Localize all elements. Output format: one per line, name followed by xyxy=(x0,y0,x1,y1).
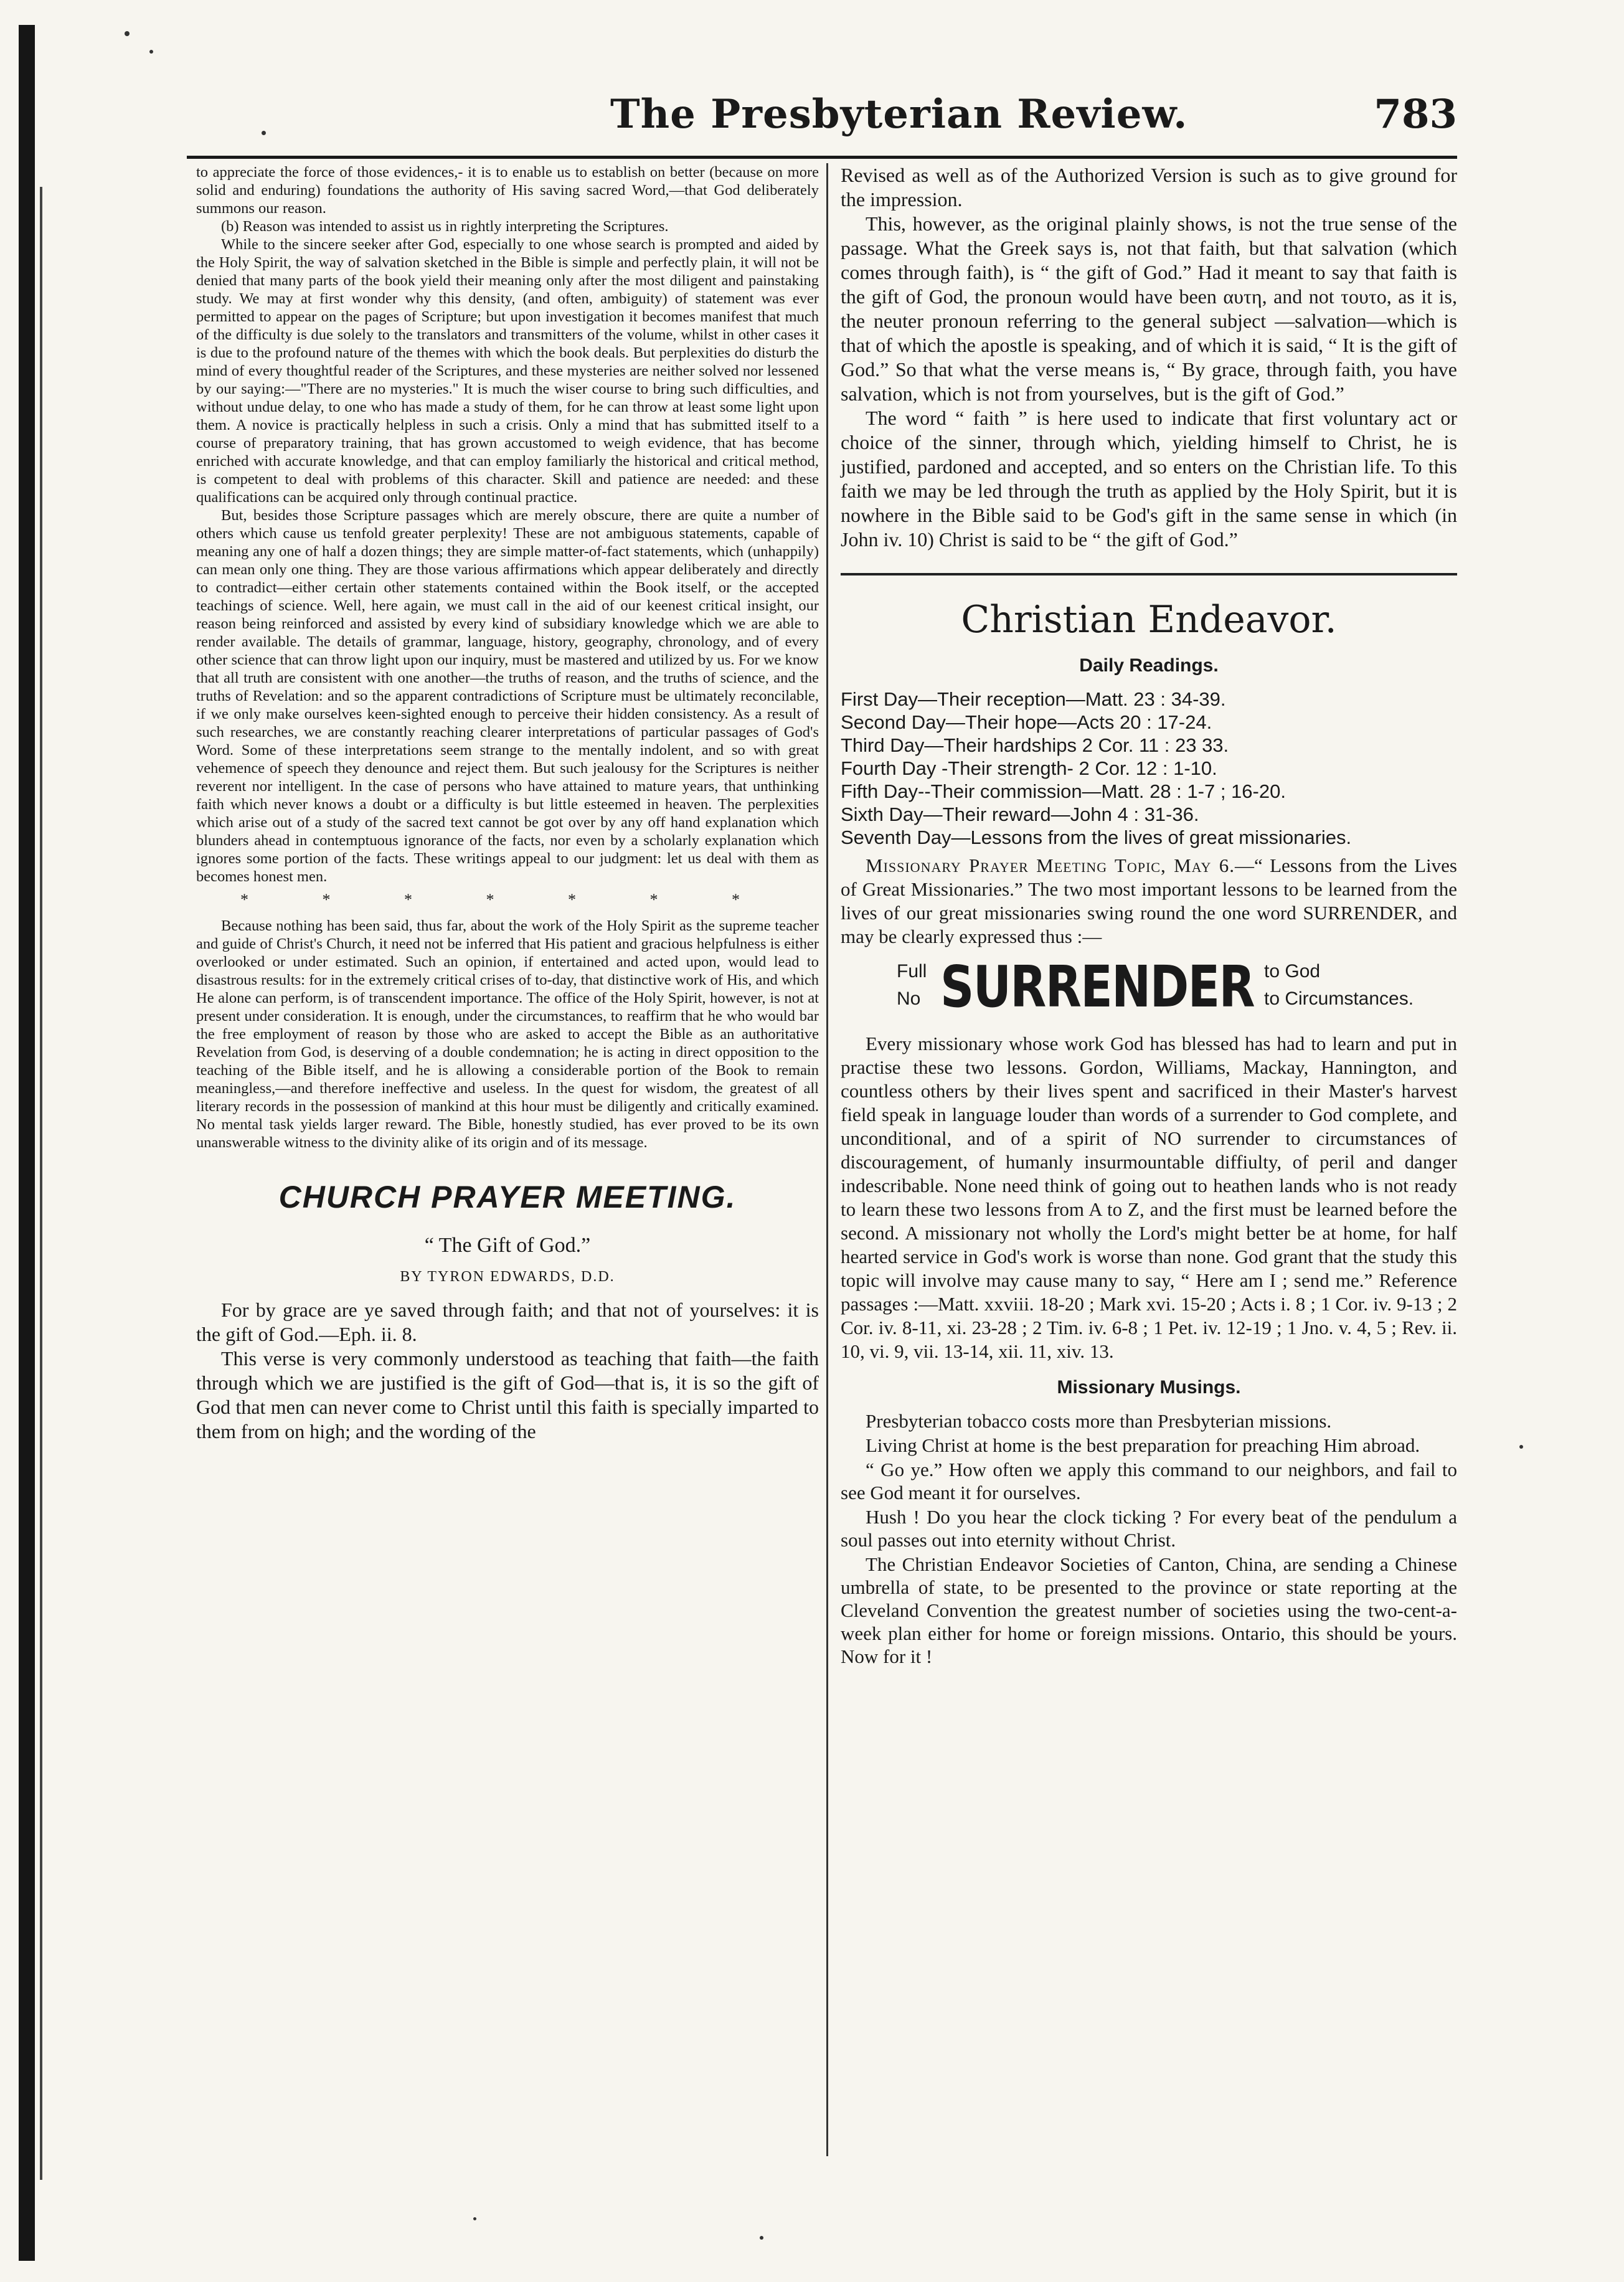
missionary-musings-heading: Missionary Musings. xyxy=(1057,1377,1241,1398)
paragraph: While to the sincere seeker after God, especially to one whose search is prompted and aided by the Holy Spirit, the way of salvation sketched in the Bible is simple and perfectly plain, it will not be denied that many parts of the book yield their meaning only after the most diligent and painstaking study. We may at first wonder why this density, (and often, ambiguity) of statement was ever permitted to appear on the pages of Scripture; but upon investigation it becomes manifest that much of the difficulty is due solely to the translators and transmitters of the volume, whilst in other cases it is due to the profound nature of the themes with which the book deals. But perplexities do disturb the mind of every thoughtful reader of the Scriptures, and these mysteries are neither solved nor lessened by our saying:—"There are no mysteries." It is much the wiser course to bring such difficulties, and without undue delay, to one who has made a study of them, for he can throw at least some light upon them. A novice is practically helpless in such a crisis. Only a mind that has submitted itself to a course of preparatory training, that has grown accustomed to weigh evidence, that has become enriched with accurate knowledge, and that can employ familiarly the historical and critical method, is competent to deal with problems of this character. Skill and patience are needed: and these qualifications can be acquired only through continual practice. xyxy=(196,236,819,506)
paragraph: Because nothing has been said, thus far, about the work of the Holy Spirit as the supreme teacher and guide of Christ's Church, it need not be inferred that His patient and gracious helpfulness is either overlooked or under estimated. Such an opinion, if entertained and acted upon, would lead to disastrous results: for in the extremely critical crises of to-day, that distinctive work of His, and which He alone can perform, is of transcendent importance. The office of the Holy Spirit, however, is not at present under consideration. It is enough, under the circumstances, to reaffirm that he who would bar the free employment of reason by those who are asked to accept the Bible as an authoritative Revelation from God, is deserving of a double condemnation; he is acting in direct opposition to the teaching of the Bible itself, and he is allowing a considerable portion of the Book to remain meaningless,—and therefore ineffective and useless. In the quest for wisdom, the greatest of all literary records in the possession of mankind at this hour must be diligently and critically examined. No mental task yields larger reward. The Bible, honestly studied, has ever proved to be its own unanswerable witness to the divinity alike of its origin and of its message. xyxy=(196,917,819,1151)
print-speck xyxy=(760,2236,763,2240)
paragraph: This, however, as the original plainly shows, is not the true sense of the passage. What the Greek says is, not that faith, but that salvation (which comes through faith), is “ the gift of God.” Had it meant to say that faith is the gift of God, the pronoun would have been αυτη, and not τουτο, as it is, the neuter pronoun referring to the general subject —salvation—which is that of which the apostle is speaking, and of which it is said, “ It is the gift of God.” So that what the verse means is, “ By grace, through faith, you have salvation, which is not from yourselves, but is the gift of God.” xyxy=(841,212,1457,405)
right-column xyxy=(841,163,1457,1668)
print-speck xyxy=(1519,1445,1523,1449)
list-item: First Day—Their reception—Matt. 23 : 34-39. xyxy=(841,688,1226,710)
surrender-left-bottom: No xyxy=(897,988,921,1009)
left-column xyxy=(196,163,819,1444)
readings-list xyxy=(841,688,1457,849)
byline: BY TYRON EDWARDS, D.D. xyxy=(400,1269,615,1285)
list-item: Fourth Day -Their strength- 2 Cor. 12 : 1-10. xyxy=(841,757,1217,779)
topic-text: —“ Lessons from the Lives of Great Missionaries.” The two most important lessons to be learned from the lives of our great missionaries swing round the one word SURRENDER, and may be clearly expressed thus :— xyxy=(841,855,1457,947)
paragraph: to appreciate the force of those evidences,- it is to enable us to establish on better (because on more solid and enduring) foundations the authority of His saving sacred Word,—that God deliberately summons our reason. xyxy=(196,164,819,217)
print-speck xyxy=(473,2217,476,2220)
publication-title: The Presbyterian Review. xyxy=(610,91,1188,138)
binding-shadow xyxy=(40,187,42,2180)
musing-item: Presbyterian tobacco costs more than Presbyterian missions. xyxy=(866,1410,1332,1432)
musing-item: Hush ! Do you hear the clock ticking ? For every beat of the pendulum a soul passes out into eternity without Christ. xyxy=(841,1506,1457,1551)
surrender-right-top: to God xyxy=(1264,961,1321,982)
musing-item: “ Go ye.” How often we apply this command to our neighbors, and fail to see God meant it for ourselves. xyxy=(841,1459,1457,1503)
print-speck xyxy=(149,50,153,54)
paragraph: (b) Reason was intended to assist us in rightly interpreting the Scriptures. xyxy=(221,218,669,235)
page-header xyxy=(187,87,1457,159)
column-rule xyxy=(826,163,828,2156)
list-item: Third Day—Their hardships 2 Cor. 11 : 23 33. xyxy=(841,734,1229,756)
list-item: Second Day—Their hope—Acts 20 : 17-24. xyxy=(841,711,1212,733)
paragraph: This verse is very commonly understood as teaching that faith—the faith through which we are justified is the gift of God—that is, it is so the gift of God that men can never come to Christ until this faith is specially imparted to them from on high; and the wording of the xyxy=(196,1347,819,1442)
page-number: 783 xyxy=(1374,91,1457,138)
topic-label: Missionary Prayer Meeting Topic, May 6. xyxy=(866,855,1235,876)
binding-edge xyxy=(19,25,35,2261)
church-prayer-meeting-heading: CHURCH PRAYER MEETING. xyxy=(278,1180,737,1214)
daily-readings-heading: Daily Readings. xyxy=(1079,655,1219,676)
surrender-right-bottom: to Circumstances. xyxy=(1264,988,1414,1009)
paragraph: Every missionary whose work God has blessed has had to learn and put in practise these two lessons. Gordon, Williams, Mackay, Hannington, and countless others by their lives spent and sacrificed in their Master's harvest field speak in language louder than words of a surrender to God complete, and unconditional, and of a spirit of NO surrender to circumstances of discouragement, of humanly insurmountable diffiulty, of peril and danger indescribable. None need think of going out to heathen lands who is not ready to learn these two lessons from A to Z, and the first must be learned before the second. A missionary not wholly the Lord's might better be at home, for half hearted service in God's work is worse than none. God grant that the study this topic will involve may cause many to say, “ Here am I ; send me.” Reference passages :—Matt. xxviii. 18-20 ; Mark xvi. 15-20 ; Acts i. 8 ; 1 Cor. iv. 9-13 ; 2 Cor. iv. 8-11, xi. 23-28 ; 2 Tim. iv. 6-8 ; 1 Pet. iv. 12-19 ; 1 Jno. v. 4, 5 ; Rev. ii. 10, vi. 9, vii. 13-14, xii. 11, xiv. 13. xyxy=(841,1033,1457,1362)
prayer-meeting-topic xyxy=(841,854,1457,949)
list-item: Seventh Day—Lessons from the lives of great missionaries. xyxy=(841,826,1352,848)
paragraph: The word “ faith ” is here used to indicate that first voluntary act or choice of the sinner, through which, yielding himself to Christ, he is justified, pardoned and accepted, and so enters on the Christian life. To this faith we may be led through the truth as applied by the Holy Spirit, but it is nowhere in the Bible said to be God's gift in the same sense in which (in John iv. 10) Christ is said to be “ the gift of God.” xyxy=(841,407,1457,551)
article-title: “ The Gift of God.” xyxy=(424,1234,591,1257)
christian-endeavor-title: Christian Endeavor. xyxy=(841,573,1457,642)
section-break-stars: * * * * * * * xyxy=(240,891,775,909)
surrender-display xyxy=(841,954,1457,1028)
surrender-word: SURRENDER xyxy=(940,954,1254,1020)
surrender-left-top: Full xyxy=(897,961,927,982)
print-speck xyxy=(125,31,130,36)
musing-item: Living Christ at home is the best preparation for preaching Him abroad. xyxy=(866,1434,1420,1456)
list-item: Fifth Day--Their commission—Matt. 28 : 1-7 ; 16-20. xyxy=(841,780,1286,802)
paragraph: But, besides those Scripture passages which are merely obscure, there are quite a number of others which cause us tenfold greater perplexity! These are not ambiguous statements, capable of meaning any one of half a dozen things; they are simple matter-of-fact statements, which (unhappily) can mean only one thing. They are those various affirmations which appear deliberately and directly to contradict—either certain other statements contained within the Book itself, or the accepted teachings of science. Well, here again, we must call in the aid of our keenest critical insight, our reason being reinforced and assisted by every kind of subsidiary knowledge which we are able to render available. The details of grammar, language, history, geography, chronology, and of every other science that can throw light upon our inquiry, must be mastered and utilized by us. For we know that all truth are consistent with one another—the truths of reason, and the truths of science, and the truths of Revelation: and so the apparent contradictions of Scripture must be ultimately reconcilable, if we only make ourselves keen-sighted enough to perceive their hidden consistency. As a result of such researches, we are constantly reaching clearer interpretations of particular passages of God's Word. Some of these interpretations seem strange to the mentally indolent, and so with great vehemence of speech they denounce and reject them. But such jealousy for the Scriptures is neither reverent nor intelligent. In the case of persons who have attained to mature years, that unthinking faith which never knows a doubt or a difficulty is but little esteemed in heaven. The perplexities which arise out of a study of the sacred text cannot be got over by any off hand explanation which blunders ahead in contemptuous ignorance of the facts, nor even by a scholarly explanation which ignores some portion of the facts. These writings appeal to our judgment: let us deal with them as becomes honest men. xyxy=(196,507,819,885)
scripture-quote: For by grace are ye saved through faith; and that not of yourselves: it is the gift of God.—Eph. ii. 8. xyxy=(196,1299,819,1345)
musing-item: The Christian Endeavor Societies of Canton, China, are sending a Chinese umbrella of state, to be presented to the province or state reporting at the Cleveland Convention the greatest number of societies using the two-cent-a-week plan either for home or foreign missions. Ontario, this should be yours. Now for it ! xyxy=(841,1553,1457,1667)
paragraph: Revised as well as of the Authorized Version is such as to give ground for the impression. xyxy=(841,164,1457,211)
list-item: Sixth Day—Their reward—John 4 : 31-36. xyxy=(841,803,1199,825)
